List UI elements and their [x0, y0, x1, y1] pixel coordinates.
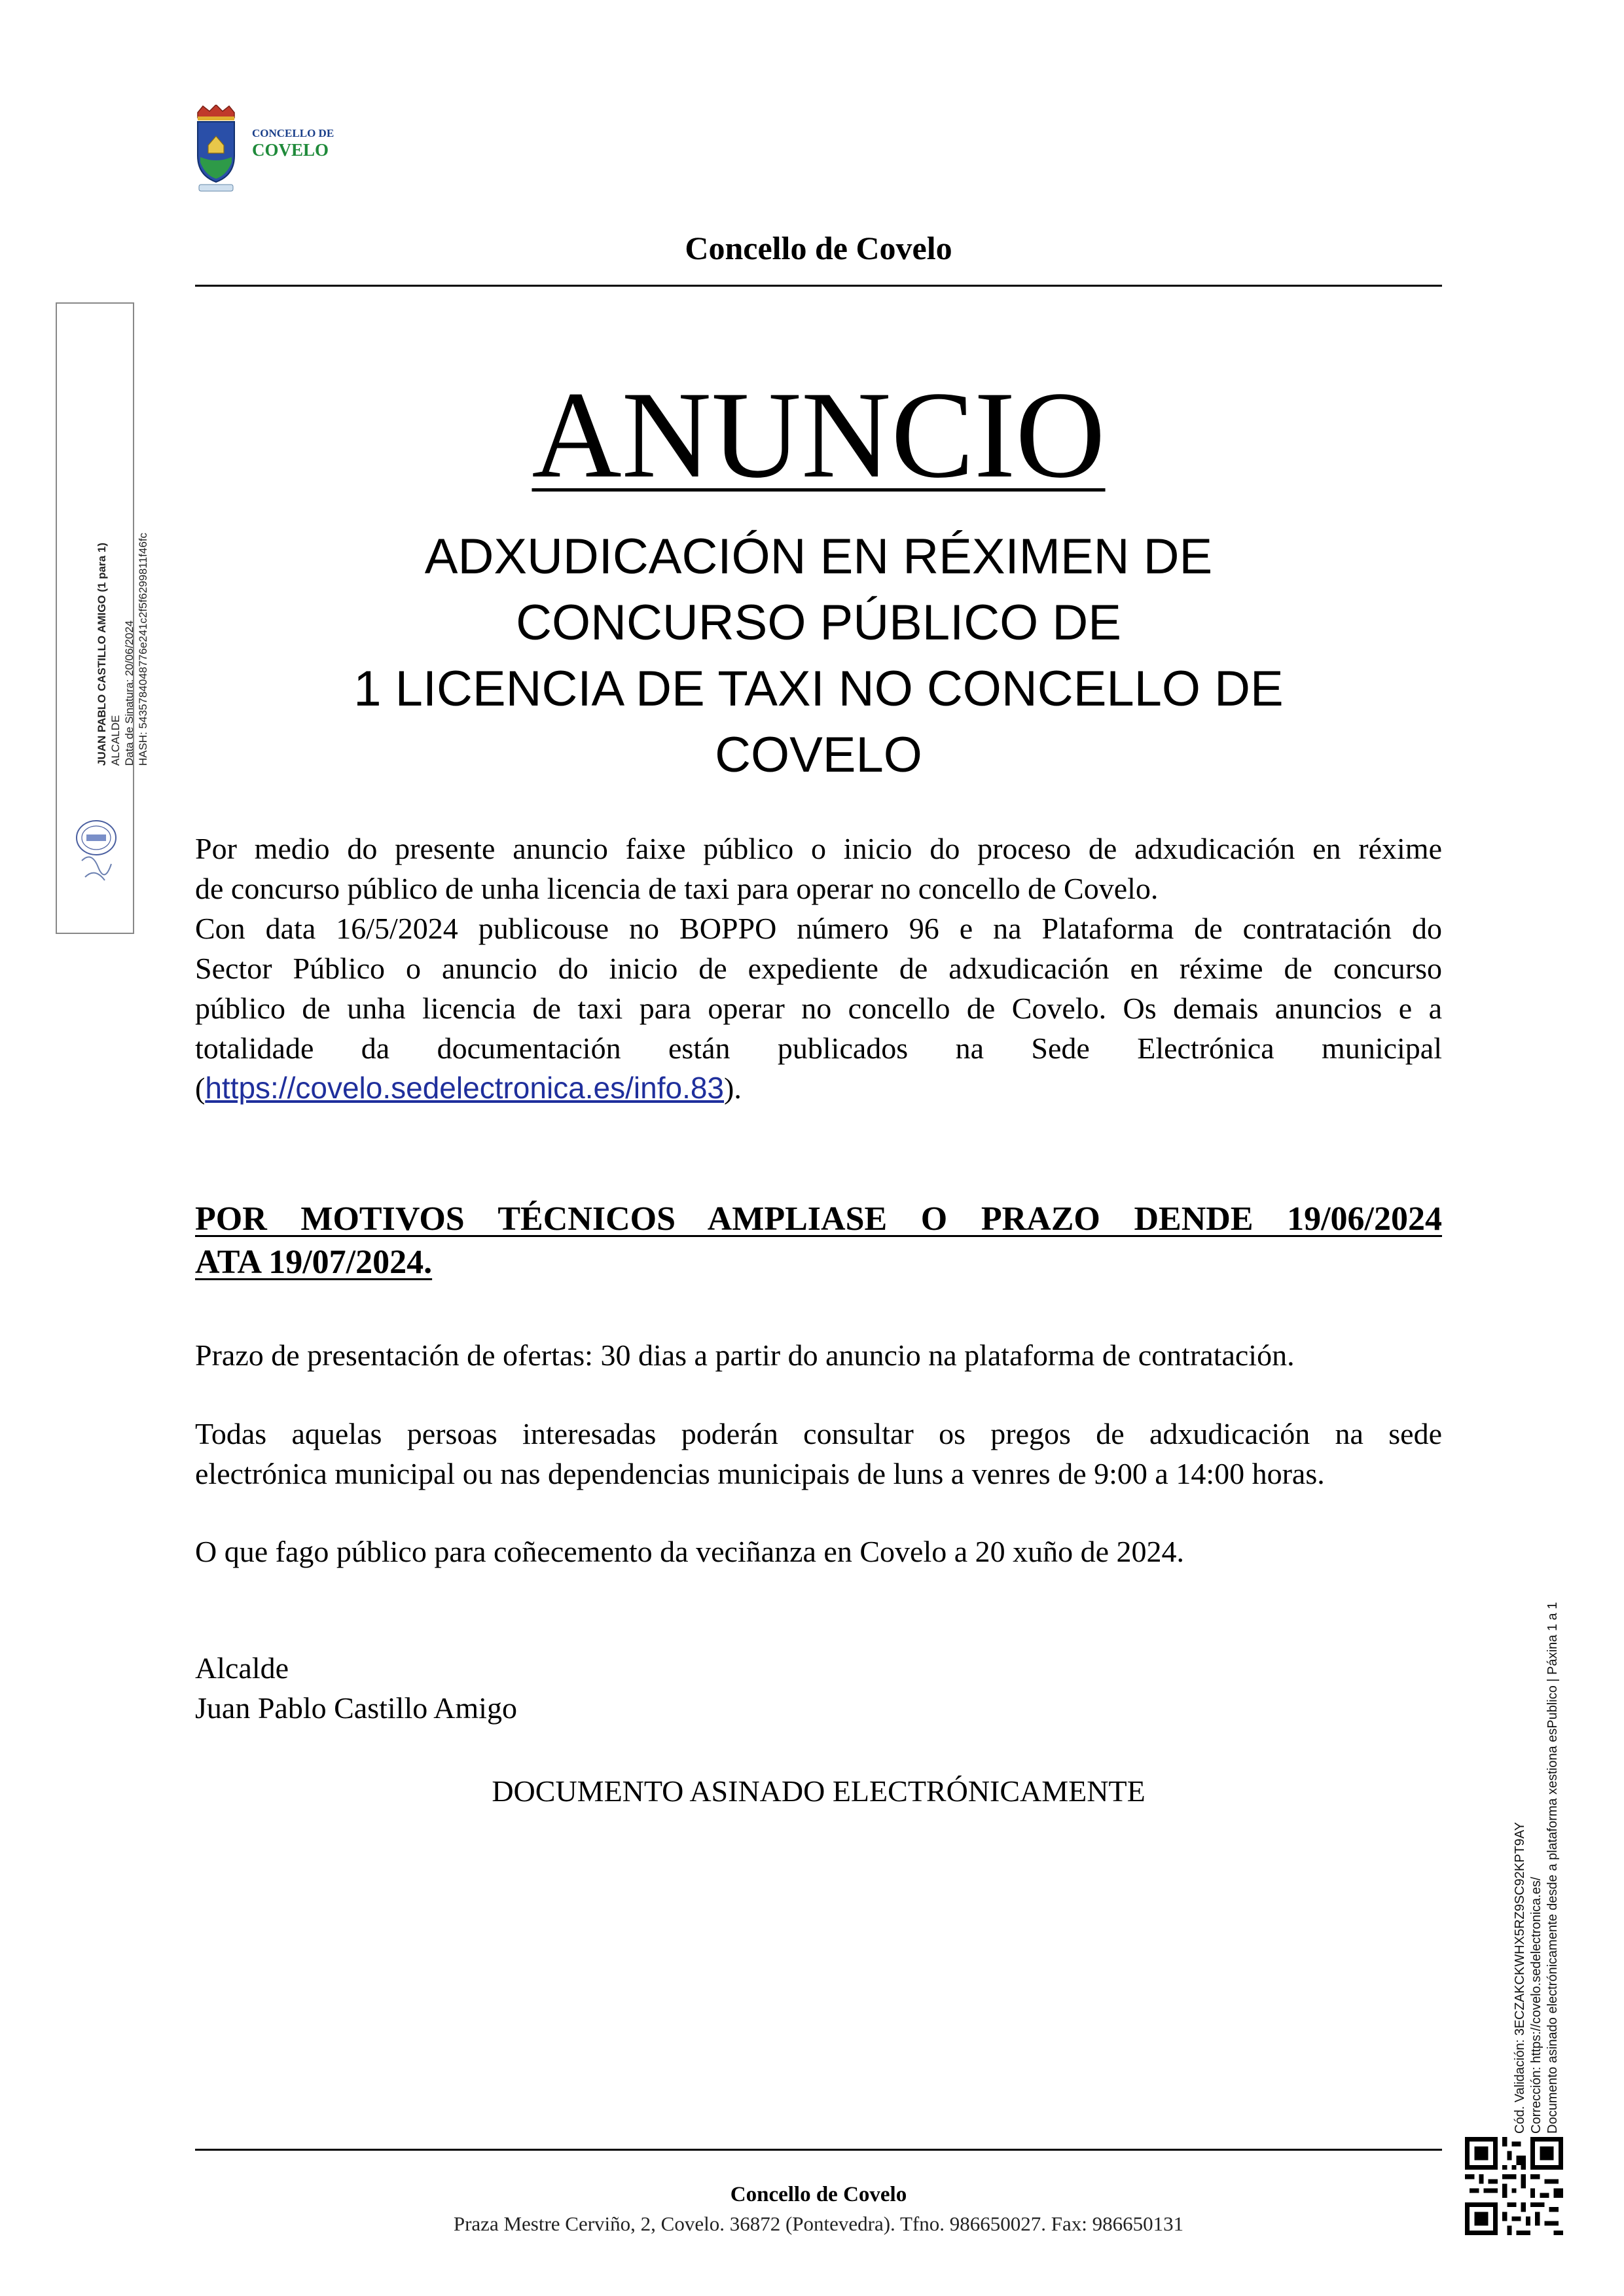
paragraph-line: público de unha licencia de taxi para operar no concello de Covelo. Os demais anuncios e a	[195, 992, 1442, 1025]
validation-url: Corrección: https://covelo.sedelectronica.es/	[1529, 1876, 1543, 2134]
paragraph-line: O que fago público para coñecemento da veciñanza en Covelo a 20 xuño de 2024.	[195, 1535, 1185, 1568]
subtitle-line: ADXUDICACIÓN EN RÉXIMEN DE	[424, 529, 1213, 584]
signature-hash: HASH: 5435784048776e241c2f5f6299811f46fc	[137, 532, 149, 766]
signature-date: Data de Sinatura: 20/06/2024	[123, 620, 135, 766]
signature-details	[95, 504, 150, 766]
signer-name: Juan Pablo Castillo Amigo	[195, 1691, 517, 1725]
link-paren-open: (	[195, 1071, 206, 1105]
paragraph-consultation	[195, 1414, 1442, 1494]
subtitle-line: 1 LICENCIA DE TAXI NO CONCELLO DE	[353, 661, 1284, 717]
signature-role: ALCALDE	[109, 715, 122, 766]
logo-text-line1: CONCELLO DE	[252, 127, 334, 139]
notice-line: ATA 19/07/2024.	[195, 1244, 433, 1281]
document-heading	[195, 367, 1442, 504]
document-heading-text: ANUNCIO	[532, 367, 1106, 504]
deadline-extension-notice	[195, 1198, 1442, 1284]
paragraph-line: electrónica municipal ou nas dependencias municipais de luns a venres de 9:00 a 14:00 horas.	[195, 1457, 1325, 1490]
logo-text-line2: COVELO	[252, 140, 329, 160]
paragraph-closing	[195, 1532, 1442, 1571]
validation-note: Documento asinado electrónicamente desde a plataforma xestiona esPublico | Páxina 1 a 1	[1545, 1602, 1560, 2134]
paragraph-line: Prazo de presentación de ofertas: 30 dias a partir do anuncio na plataforma de contratación.	[195, 1338, 1295, 1372]
signature-name: JUAN PABLO CASTILLO AMIGO (1 para 1)	[96, 543, 108, 766]
paragraph-line: Con data 16/5/2024 publicouse no BOPPO número 96 e na Plataforma de contratación do	[195, 912, 1442, 945]
link-paren-close: ).	[724, 1071, 742, 1105]
qr-code-icon[interactable]	[1465, 2137, 1563, 2235]
footer-address: Praza Mestre Cerviño, 2, Covelo. 36872 (Pontevedra). Tfno. 986650027. Fax: 986650131	[453, 2212, 1184, 2235]
header-title: Concello de Covelo	[685, 230, 952, 266]
header-divider	[195, 285, 1442, 287]
validation-code: Cód. Validación: 3ECZAKCKWHX5RZ9SC92KPT9AY	[1513, 1821, 1527, 2134]
document-subtitle	[195, 524, 1442, 788]
subtitle-line: COVELO	[715, 727, 922, 783]
sede-electronica-link[interactable]: https://covelo.sedelectronica.es/info.83	[205, 1071, 725, 1105]
paragraph-line: Todas aquelas persoas interesadas poderán consultar os pregos de adxudicación na sede	[195, 1417, 1442, 1450]
notice-line: POR MOTIVOS TÉCNICOS AMPLIASE O PRAZO DENDE 19/06/2024	[195, 1200, 1442, 1238]
logo-text	[252, 128, 334, 159]
subtitle-line: CONCURSO PÚBLICO DE	[516, 595, 1121, 651]
paragraph-line-with-link	[195, 1068, 1442, 1108]
paragraph-intro	[195, 829, 1442, 1108]
footer-organization: Concello de Covelo	[730, 2183, 907, 2206]
footer-divider	[195, 2149, 1442, 2151]
electronic-signature-note: DOCUMENTO ASINADO ELECTRÓNICAMENTE	[492, 1774, 1146, 1808]
signature-seal-icon	[72, 815, 121, 887]
paragraph-line: Sector Público o anuncio do inicio de expediente de adxudicación en réxime de concurso	[195, 952, 1442, 985]
paragraph-line: de concurso público de unha licencia de taxi para operar no concello de Covelo.	[195, 872, 1159, 905]
paragraph-deadline	[195, 1335, 1442, 1375]
signer-role: Alcalde	[195, 1651, 289, 1685]
paragraph-line: Por medio do presente anuncio faixe público o inicio do proceso de adxudicación en réxime	[195, 832, 1442, 865]
validation-details	[1512, 1414, 1561, 2134]
paragraph-line: totalidade da documentación están publicados na Sede Electrónica municipal	[195, 1031, 1442, 1065]
